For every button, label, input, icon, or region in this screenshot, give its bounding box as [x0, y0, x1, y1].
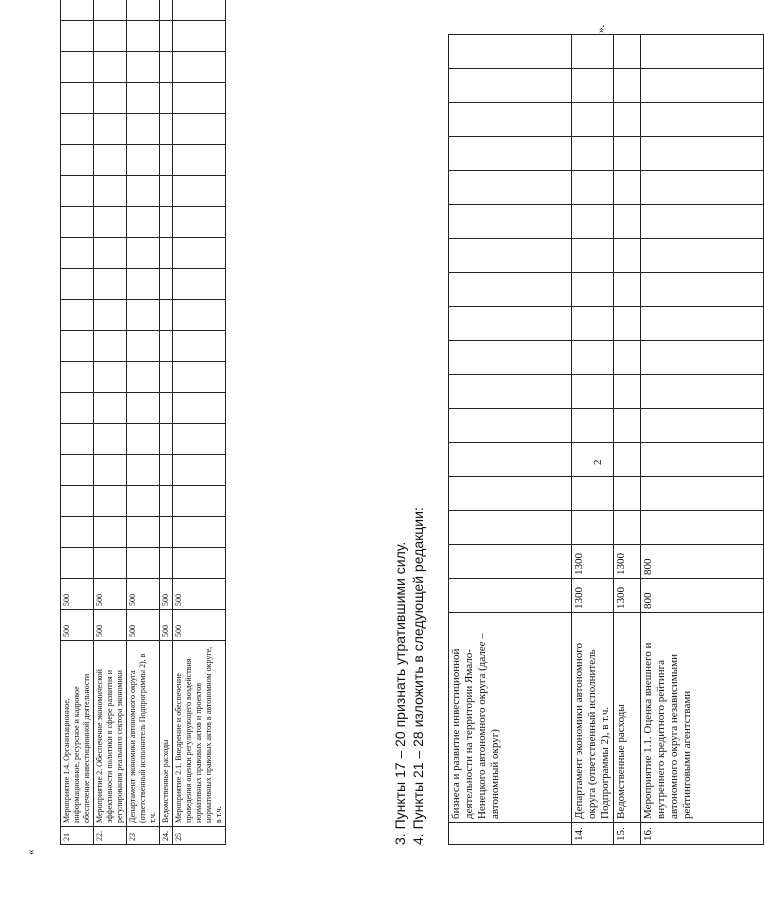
value-cell	[173, 393, 226, 424]
value-cell	[449, 171, 572, 205]
value-cell	[641, 307, 764, 341]
value-cell	[173, 207, 226, 238]
value-cell	[449, 341, 572, 375]
value-cell	[61, 269, 94, 300]
value-cell: 1300	[572, 545, 614, 579]
value-cell	[173, 455, 226, 486]
value-cell	[572, 137, 614, 171]
value-cell	[61, 517, 94, 548]
value-cell	[173, 300, 226, 331]
value-cell	[160, 300, 173, 331]
value-cell	[127, 114, 160, 145]
value-cell	[614, 341, 641, 375]
value-cell	[127, 331, 160, 362]
value-cell	[173, 517, 226, 548]
value-cell	[641, 205, 764, 239]
value-cell	[160, 393, 173, 424]
row-name-cell: Мероприятие 2. Обеспечение экономической эффективности политики в сфере развития и регулирования реального сектора экономики	[94, 641, 127, 827]
value-cell	[641, 443, 764, 477]
value-cell	[173, 238, 226, 269]
value-cell	[61, 176, 94, 207]
row-name-cell: Ведомственные расходы	[160, 641, 173, 827]
row-name-cell: Департамент экономики автономного округа (ответственный исполнитель Подпрограммы 2), в т.ч.	[127, 641, 160, 827]
value-cell	[127, 455, 160, 486]
value-cell	[160, 269, 173, 300]
row-number-cell: 25	[173, 827, 226, 845]
value-cell	[127, 548, 160, 579]
value-cell	[572, 205, 614, 239]
value-cell	[614, 35, 641, 69]
value-cell	[127, 145, 160, 176]
budget-table-continued-body	[449, 35, 764, 845]
value-cell: 1300	[614, 579, 641, 613]
value-cell	[614, 307, 641, 341]
value-cell	[572, 171, 614, 205]
value-cell	[572, 273, 614, 307]
value-cell: 500	[173, 579, 226, 610]
value-cell	[127, 486, 160, 517]
value-cell	[61, 83, 94, 114]
row-name-cell: Ведомственные расходы	[614, 613, 641, 823]
value-cell	[572, 443, 614, 477]
value-cell	[572, 103, 614, 137]
value-cell	[641, 103, 764, 137]
value-cell	[572, 409, 614, 443]
row-number-cell	[449, 823, 572, 845]
value-cell	[173, 548, 226, 579]
value-cell	[94, 0, 127, 21]
value-cell: 800	[641, 579, 764, 613]
value-cell	[94, 176, 127, 207]
row-name-cell: Мероприятие 1.1. Оценка внешнего и внутреннего кредитного рейтинга автономного округа независимыми рейтинговыми агентствами	[641, 613, 764, 823]
value-cell	[641, 69, 764, 103]
value-cell	[641, 375, 764, 409]
value-cell: 500	[61, 610, 94, 641]
table-row	[94, 0, 127, 845]
value-cell	[61, 548, 94, 579]
value-cell	[449, 137, 572, 171]
value-cell	[127, 424, 160, 455]
row-number-cell: 15.	[614, 823, 641, 845]
value-cell	[449, 69, 572, 103]
row-name-cell: бизнеса и развитие инвестиционной деятельности на территории Ямало-Ненецкого автономного округа (далее – автономный округ)	[449, 613, 572, 823]
value-cell	[94, 517, 127, 548]
table-row	[614, 35, 641, 845]
value-cell	[614, 409, 641, 443]
value-cell	[94, 362, 127, 393]
value-cell: 500	[160, 610, 173, 641]
value-cell	[449, 409, 572, 443]
value-cell	[94, 300, 127, 331]
value-cell	[160, 455, 173, 486]
table-row	[641, 35, 764, 845]
value-cell	[173, 331, 226, 362]
value-cell	[127, 300, 160, 331]
value-cell	[449, 239, 572, 273]
value-cell	[449, 545, 572, 579]
value-cell	[94, 145, 127, 176]
value-cell	[173, 486, 226, 517]
value-cell	[61, 455, 94, 486]
value-cell	[160, 424, 173, 455]
value-cell	[614, 171, 641, 205]
value-cell: 800	[641, 545, 764, 579]
value-cell	[160, 362, 173, 393]
value-cell	[572, 239, 614, 273]
value-cell	[160, 548, 173, 579]
value-cell	[160, 207, 173, 238]
row-number-cell: 22.	[94, 827, 127, 845]
value-cell	[173, 21, 226, 52]
value-cell	[572, 375, 614, 409]
value-cell	[160, 114, 173, 145]
value-cell	[61, 486, 94, 517]
row-number-cell: 23	[127, 827, 160, 845]
opening-quote: «	[25, 849, 37, 855]
value-cell	[160, 83, 173, 114]
value-cell	[94, 486, 127, 517]
value-cell	[61, 0, 94, 21]
value-cell	[641, 171, 764, 205]
value-cell: 500	[61, 579, 94, 610]
value-cell	[94, 393, 127, 424]
value-cell	[94, 238, 127, 269]
row-number-cell: 16.	[641, 823, 764, 845]
value-cell	[160, 486, 173, 517]
value-cell	[449, 273, 572, 307]
value-cell	[94, 548, 127, 579]
value-cell: 500	[94, 579, 127, 610]
value-cell	[61, 300, 94, 331]
value-cell	[160, 517, 173, 548]
value-cell	[173, 269, 226, 300]
value-cell	[449, 579, 572, 613]
value-cell	[61, 114, 94, 145]
value-cell	[94, 455, 127, 486]
value-cell	[641, 35, 764, 69]
row-number-cell: 24.	[160, 827, 173, 845]
table-row	[572, 35, 614, 845]
value-cell	[160, 52, 173, 83]
value-cell	[94, 269, 127, 300]
value-cell	[61, 238, 94, 269]
row-number-cell: 14.	[572, 823, 614, 845]
table-row	[61, 0, 94, 845]
value-cell	[61, 393, 94, 424]
value-cell	[94, 52, 127, 83]
value-cell	[641, 137, 764, 171]
row-number-cell: 21	[61, 827, 94, 845]
budget-table-new-edition-body	[61, 0, 226, 845]
value-cell	[173, 362, 226, 393]
value-cell	[61, 145, 94, 176]
value-cell	[94, 331, 127, 362]
value-cell: 500	[160, 579, 173, 610]
value-cell	[614, 375, 641, 409]
value-cell	[94, 424, 127, 455]
value-cell	[127, 269, 160, 300]
value-cell	[641, 239, 764, 273]
value-cell	[61, 207, 94, 238]
table-row	[127, 0, 160, 845]
row-name-cell: Мероприятие 1.4. Организационное, информационное, ресурсное и кадровое обеспечение инвестиционной деятельности	[61, 641, 94, 827]
clause-3: 3. Пункты 17 – 20 признать утратившими силу.	[392, 541, 408, 845]
value-cell	[160, 145, 173, 176]
value-cell	[127, 362, 160, 393]
value-cell	[127, 0, 160, 21]
value-cell	[160, 176, 173, 207]
value-cell	[641, 477, 764, 511]
value-cell	[160, 0, 173, 21]
table-row	[173, 0, 226, 845]
value-cell	[160, 331, 173, 362]
value-cell	[572, 307, 614, 341]
value-cell	[61, 424, 94, 455]
value-cell	[614, 443, 641, 477]
value-cell	[173, 0, 226, 21]
value-cell	[61, 362, 94, 393]
value-cell: 1300	[614, 545, 641, 579]
value-cell	[94, 21, 127, 52]
value-cell	[641, 511, 764, 545]
value-cell	[173, 176, 226, 207]
value-cell	[614, 477, 641, 511]
budget-table-continued	[448, 34, 764, 845]
budget-table-new-edition	[60, 0, 226, 845]
value-cell	[160, 238, 173, 269]
value-cell	[614, 69, 641, 103]
value-cell	[572, 35, 614, 69]
row-name-cell: Департамент экономики автономного округа (ответственный исполнитель Подпрограммы 2), в т.ч.	[572, 613, 614, 823]
value-cell	[614, 239, 641, 273]
closing-quote: ».	[595, 24, 607, 33]
value-cell	[449, 375, 572, 409]
value-cell: 500	[94, 610, 127, 641]
value-cell	[614, 273, 641, 307]
value-cell	[449, 477, 572, 511]
value-cell	[173, 83, 226, 114]
value-cell	[127, 393, 160, 424]
value-cell	[449, 307, 572, 341]
value-cell	[449, 443, 572, 477]
value-cell	[449, 103, 572, 137]
value-cell	[641, 273, 764, 307]
value-cell	[641, 409, 764, 443]
clause-4: 4. Пункты 21 – 28 изложить в следующей редакции:	[410, 507, 426, 845]
value-cell: 500	[173, 610, 226, 641]
value-cell	[94, 207, 127, 238]
value-cell	[127, 52, 160, 83]
value-cell: 500	[127, 610, 160, 641]
value-cell	[173, 145, 226, 176]
value-cell	[572, 69, 614, 103]
value-cell	[173, 114, 226, 145]
value-cell	[127, 207, 160, 238]
value-cell	[449, 511, 572, 545]
table-row	[449, 35, 572, 845]
page-number: 2	[592, 459, 604, 465]
value-cell	[94, 83, 127, 114]
value-cell: 1300	[572, 579, 614, 613]
value-cell	[614, 511, 641, 545]
rotated-content	[20, 20, 693, 885]
value-cell	[614, 205, 641, 239]
value-cell	[127, 21, 160, 52]
value-cell	[614, 103, 641, 137]
table-row	[160, 0, 173, 845]
value-cell	[127, 238, 160, 269]
value-cell	[572, 341, 614, 375]
value-cell	[160, 21, 173, 52]
value-cell	[94, 114, 127, 145]
value-cell	[127, 176, 160, 207]
value-cell	[449, 35, 572, 69]
value-cell	[61, 331, 94, 362]
value-cell	[61, 52, 94, 83]
value-cell	[572, 511, 614, 545]
value-cell	[127, 83, 160, 114]
value-cell	[173, 52, 226, 83]
value-cell	[61, 21, 94, 52]
value-cell	[572, 477, 614, 511]
value-cell	[173, 424, 226, 455]
row-name-cell: Мероприятие 2.1. Внедрение и обеспечение проведения оценки регулирующего воздействия нормативных правовых актов и проектов нормативных правовых актов в автономном округе, в т.ч.	[173, 641, 226, 827]
value-cell: 500	[127, 579, 160, 610]
value-cell	[449, 205, 572, 239]
value-cell	[127, 517, 160, 548]
value-cell	[641, 341, 764, 375]
value-cell	[614, 137, 641, 171]
